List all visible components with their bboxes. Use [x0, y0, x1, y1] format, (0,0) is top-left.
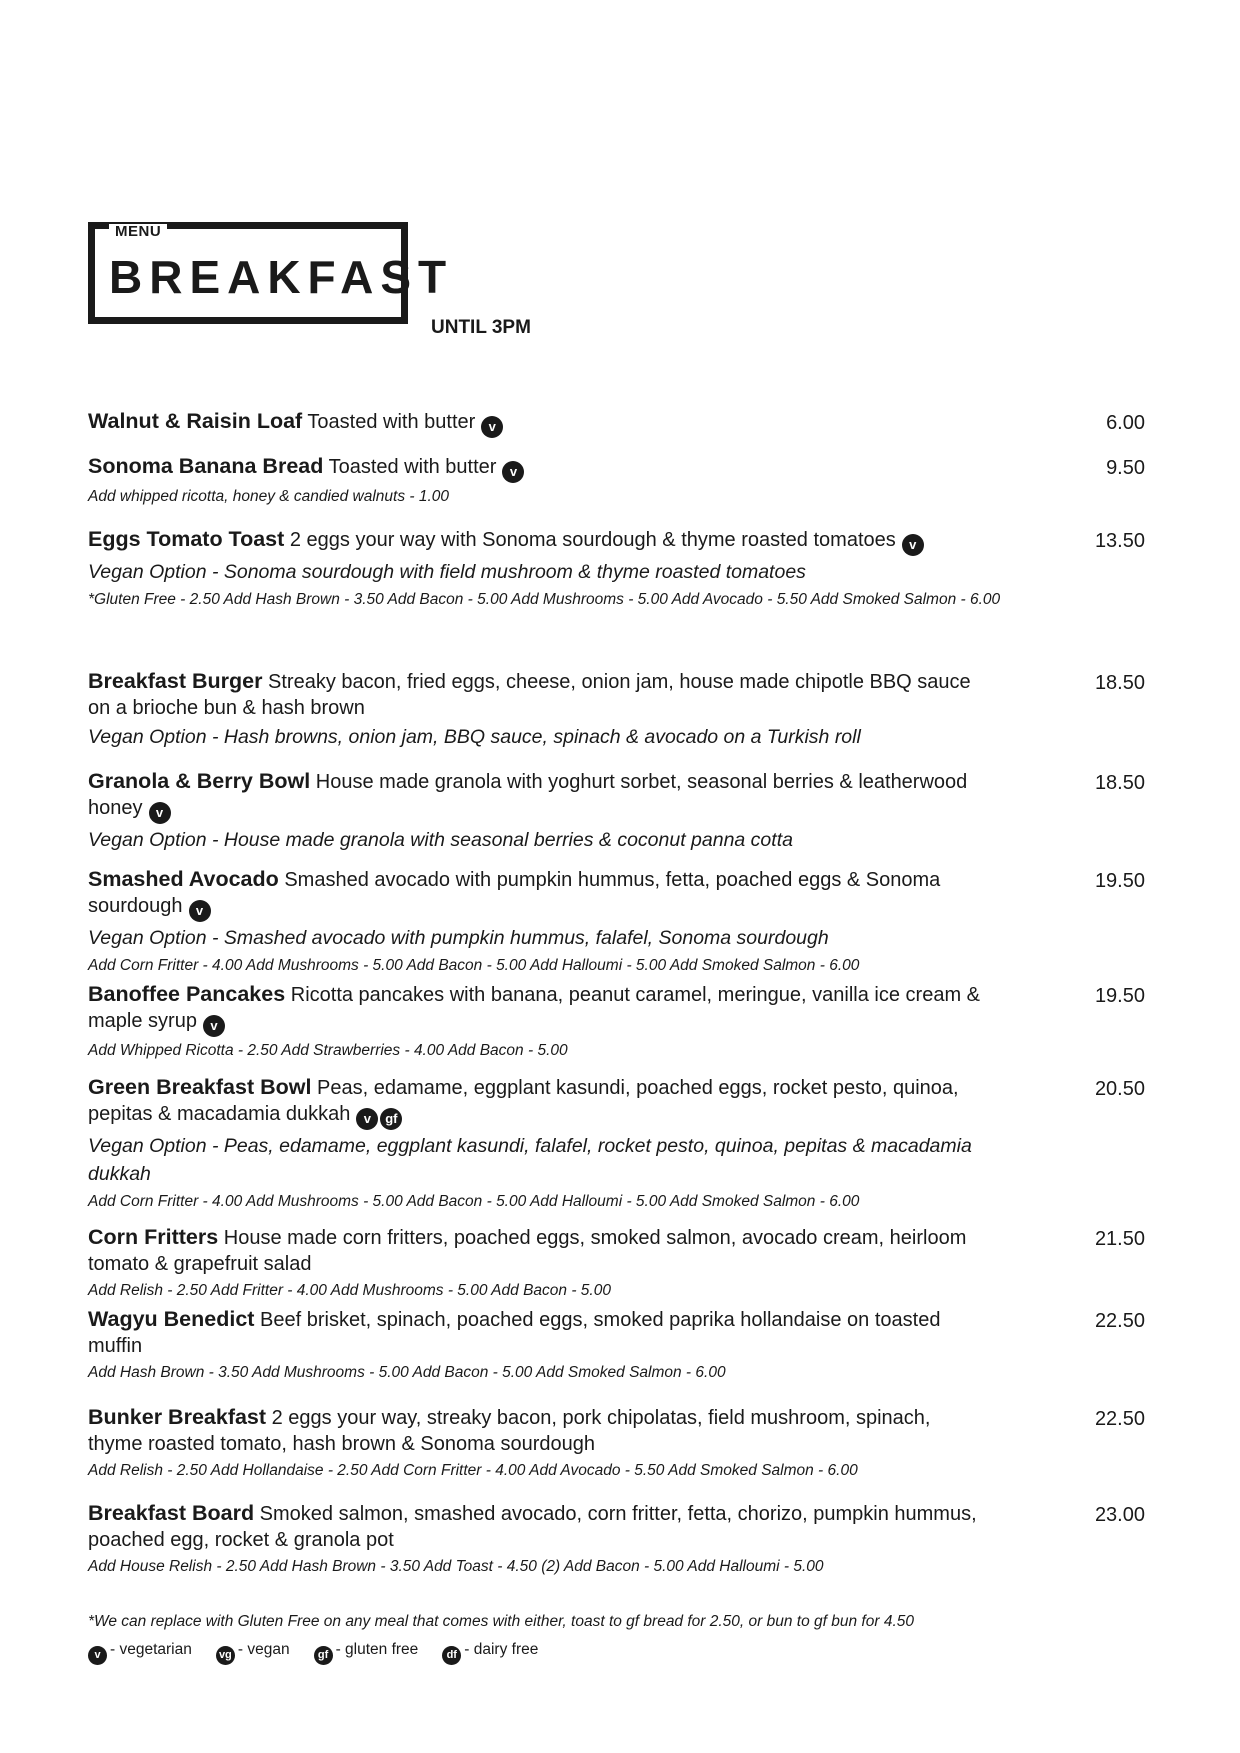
item-add-ons: *Gluten Free - 2.50 Add Hash Brown - 3.50 Add Bacon - 5.00 Add Mushrooms - 5.00 Add Avocado - 5.50 Add Smoked Salmon - 6.00	[88, 591, 1001, 608]
dietary-v-icon: v	[502, 461, 524, 483]
item-description: Ricotta pancakes with banana, peanut caramel, meringue, vanilla ice cream & maple syrup	[88, 984, 981, 1032]
item-name: Breakfast Burger	[88, 669, 263, 693]
item-add-ons: Add Relish - 2.50 Add Fritter - 4.00 Add Mushrooms - 5.00 Add Bacon - 5.00	[88, 1282, 611, 1299]
menu-item	[88, 1404, 1145, 1481]
legend-entry	[442, 1640, 538, 1665]
item-add-ons: Add Corn Fritter - 4.00 Add Mushrooms - 5.00 Add Bacon - 5.00 Add Halloumi - 5.00 Add Smoked Salmon - 6.00	[88, 1193, 860, 1210]
item-price: 9.50	[1106, 457, 1145, 479]
legend-label: - gluten free	[335, 1641, 419, 1658]
item-description: Beef brisket, spinach, poached eggs, smoked paprika hollandaise on toasted muffin	[88, 1309, 941, 1357]
item-price: 20.50	[1094, 1078, 1145, 1100]
page-title: BREAKFAST	[109, 251, 454, 303]
item-description: 2 eggs your way with Sonoma sourdough & thyme roasted tomatoes	[289, 529, 896, 551]
serving-hours: UNTIL 3PM	[431, 317, 531, 338]
title-box	[88, 222, 454, 324]
item-description-block	[88, 1404, 988, 1457]
item-description-block	[88, 1500, 988, 1553]
item-price: 19.50	[1094, 870, 1145, 892]
vegan-option: Vegan Option - Sonoma sourdough with field mushroom & thyme roasted tomatoes	[88, 561, 806, 583]
dietary-v-icon: v	[189, 900, 211, 922]
menu-header	[88, 214, 588, 344]
item-description-block	[88, 408, 988, 438]
menu-item	[88, 453, 1145, 507]
item-price: 13.50	[1094, 530, 1145, 552]
menu-item	[88, 408, 1145, 438]
item-description-block	[88, 866, 988, 922]
legend-label: - vegan	[237, 1641, 290, 1658]
item-price: 6.00	[1106, 412, 1145, 434]
item-description-block	[88, 981, 988, 1037]
item-description: Smoked salmon, smashed avocado, corn fritter, fetta, chorizo, pumpkin hummus, poached egg, rocket & granola pot	[88, 1503, 977, 1551]
menu-item	[88, 768, 1145, 854]
item-name: Sonoma Banana Bread	[88, 454, 324, 478]
item-add-ons: Add House Relish - 2.50 Add Hash Brown - 3.50 Add Toast - 4.50 (2) Add Bacon - 5.00 Add Halloumi - 5.00	[88, 1558, 824, 1575]
legend-label: - vegetarian	[110, 1641, 192, 1658]
item-description-block	[88, 1224, 988, 1277]
item-description: Smashed avocado with pumpkin hummus, fetta, poached eggs & Sonoma sourdough	[88, 869, 941, 917]
menu-item	[88, 526, 1145, 610]
item-description-block	[88, 453, 988, 483]
dietary-v-icon: v	[203, 1015, 225, 1037]
item-add-ons: Add whipped ricotta, honey & candied walnuts - 1.00	[88, 488, 450, 505]
item-description-block	[88, 1306, 988, 1359]
item-description: Toasted with butter	[328, 456, 497, 478]
item-name: Granola & Berry Bowl	[88, 769, 311, 793]
item-description: House made granola with yoghurt sorbet, seasonal berries & leatherwood honey	[88, 771, 968, 819]
item-name: Wagyu Benedict	[88, 1307, 255, 1331]
item-add-ons: Add Whipped Ricotta - 2.50 Add Strawberries - 4.00 Add Bacon - 5.00	[88, 1042, 568, 1059]
item-price: 21.50	[1094, 1228, 1145, 1250]
dietary-v-icon: v	[902, 534, 924, 556]
vegan-option: Vegan Option - House made granola with seasonal berries & coconut panna cotta	[88, 829, 793, 851]
item-description-block	[88, 668, 988, 721]
vegan-option: Vegan Option - Smashed avocado with pumpkin hummus, falafel, Sonoma sourdough	[88, 927, 829, 949]
menu-tag: MENU	[109, 224, 167, 240]
dietary-gf-icon: gf	[314, 1646, 333, 1665]
item-name: Eggs Tomato Toast	[88, 527, 285, 551]
dietary-gf-icon: gf	[380, 1108, 402, 1130]
dietary-df-icon: df	[442, 1646, 461, 1665]
menu-item	[88, 1500, 1145, 1577]
menu-item	[88, 1224, 1145, 1301]
item-name: Banoffee Pancakes	[88, 982, 286, 1006]
item-name: Smashed Avocado	[88, 867, 279, 891]
item-add-ons: Add Corn Fritter - 4.00 Add Mushrooms - 5.00 Add Bacon - 5.00 Add Halloumi - 5.00 Add Smoked Salmon - 6.00	[88, 957, 860, 974]
item-description-block	[88, 1074, 988, 1130]
menu-item	[88, 1074, 1145, 1212]
dietary-v-icon: v	[356, 1108, 378, 1130]
item-name: Breakfast Board	[88, 1501, 255, 1525]
legend-entry	[88, 1640, 192, 1665]
item-add-ons: Add Relish - 2.50 Add Hollandaise - 2.50 Add Corn Fritter - 4.00 Add Avocado - 5.50 Add Smoked Salmon - 6.00	[88, 1462, 858, 1479]
vegan-option: Vegan Option - Hash browns, onion jam, BBQ sauce, spinach & avocado on a Turkish roll	[88, 726, 861, 748]
item-name: Green Breakfast Bowl	[88, 1075, 312, 1099]
gluten-free-footnote: *We can replace with Gluten Free on any meal that comes with either, toast to gf bread for 2.50, or bun to gf bun for 4.50	[88, 1613, 914, 1630]
item-price: 18.50	[1094, 672, 1145, 694]
dietary-v-icon: v	[88, 1646, 107, 1665]
legend-entry	[314, 1640, 419, 1665]
item-description-block	[88, 526, 988, 556]
dietary-v-icon: v	[149, 802, 171, 824]
item-price: 19.50	[1094, 985, 1145, 1007]
dietary-legend	[88, 1640, 562, 1665]
item-price: 22.50	[1094, 1310, 1145, 1332]
item-description: House made corn fritters, poached eggs, smoked salmon, avocado cream, heirloom tomato & grapefruit salad	[88, 1227, 967, 1275]
item-price: 22.50	[1094, 1408, 1145, 1430]
item-name: Corn Fritters	[88, 1225, 219, 1249]
item-description: Peas, edamame, eggplant kasundi, poached eggs, rocket pesto, quinoa, pepitas & macadamia dukkah	[88, 1077, 959, 1125]
menu-item	[88, 866, 1145, 976]
item-description: 2 eggs your way, streaky bacon, pork chipolatas, field mushroom, spinach, thyme roasted tomato, hash brown & Sonoma sourdough	[88, 1407, 931, 1455]
menu-item	[88, 1306, 1145, 1383]
item-name: Bunker Breakfast	[88, 1405, 267, 1429]
legend-label: - dairy free	[464, 1641, 539, 1658]
item-price: 23.00	[1094, 1504, 1145, 1526]
legend-entry	[216, 1640, 290, 1665]
vegan-option: Vegan Option - Peas, edamame, eggplant kasundi, falafel, rocket pesto, quinoa, pepitas & macadamia dukkah	[88, 1135, 972, 1185]
item-add-ons: Add Hash Brown - 3.50 Add Mushrooms - 5.00 Add Bacon - 5.00 Add Smoked Salmon - 6.00	[88, 1364, 726, 1381]
menu-item	[88, 668, 1145, 751]
item-description: Streaky bacon, fried eggs, cheese, onion jam, house made chipotle BBQ sauce on a brioche bun & hash brown	[88, 671, 971, 719]
item-description: Toasted with butter	[307, 411, 476, 433]
item-price: 18.50	[1094, 772, 1145, 794]
dietary-vg-icon: vg	[216, 1646, 235, 1665]
item-name: Walnut & Raisin Loaf	[88, 409, 303, 433]
item-description-block	[88, 768, 988, 824]
menu-item	[88, 981, 1145, 1061]
dietary-v-icon: v	[481, 416, 503, 438]
